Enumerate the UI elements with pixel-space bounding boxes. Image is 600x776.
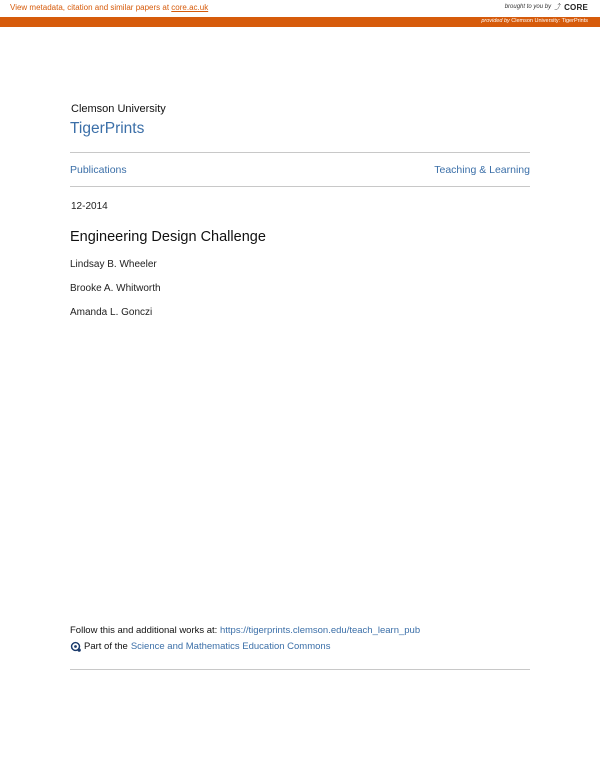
part-of-line — [70, 641, 330, 652]
core-logo-icon: ⤴ — [554, 4, 562, 11]
provider-bar — [0, 17, 600, 27]
provided-prefix: provided by — [481, 18, 510, 24]
provided-source: Clemson University: TigerPrints — [511, 18, 588, 24]
follow-line — [70, 625, 420, 636]
commons-network-icon — [70, 641, 81, 652]
core-metadata-text: View metadata, citation and similar papers at — [10, 3, 172, 12]
brought-to-you-by — [505, 2, 588, 12]
nav-teaching-learning-link[interactable]: Teaching & Learning — [434, 164, 530, 176]
divider-nav — [70, 186, 530, 187]
core-banner — [0, 0, 600, 18]
core-logo-text[interactable]: CORE — [564, 2, 588, 12]
author-name: Brooke A. Whitworth — [70, 283, 161, 294]
follow-link[interactable]: https://tigerprints.clemson.edu/teach_learn_pub — [219, 625, 421, 636]
institution-name: Clemson University — [71, 103, 166, 115]
brought-by-text: brought to you by — [504, 4, 552, 10]
repository-name[interactable]: TigerPrints — [70, 120, 145, 137]
part-of-prefix: Part of the — [84, 641, 128, 652]
divider-bottom — [70, 669, 530, 670]
provided-by — [481, 18, 588, 24]
article-title: Engineering Design Challenge — [70, 229, 266, 245]
commons-link[interactable]: Science and Mathematics Education Commons — [130, 641, 331, 652]
follow-text: Follow this and additional works at: — [70, 625, 220, 636]
author-name: Amanda L. Gonczi — [70, 307, 153, 318]
nav-publications-link[interactable]: Publications — [70, 164, 127, 176]
core-link[interactable]: core.ac.uk — [171, 3, 209, 12]
divider-top — [70, 152, 530, 153]
author-name: Lindsay B. Wheeler — [70, 259, 157, 270]
core-metadata-line — [10, 3, 208, 12]
publication-date: 12-2014 — [71, 201, 108, 212]
